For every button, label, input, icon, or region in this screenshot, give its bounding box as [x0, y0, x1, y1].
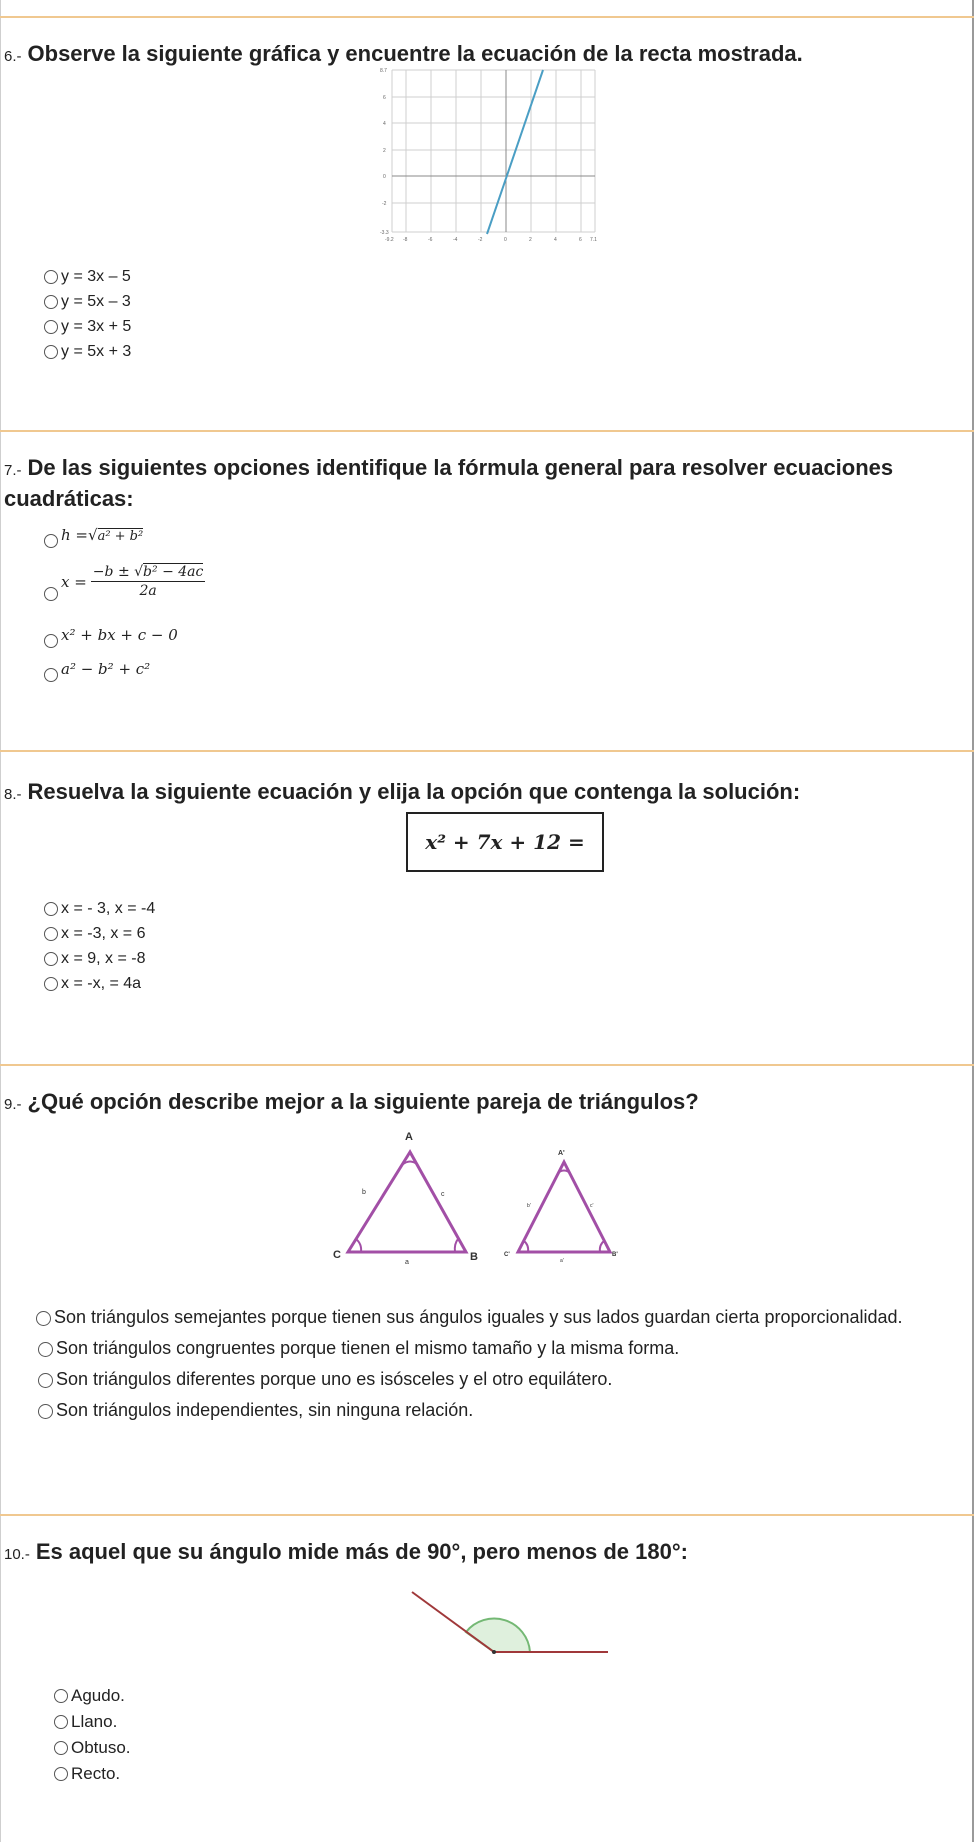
option-label: x = 9, x = -8 [61, 950, 146, 967]
radio-button[interactable] [36, 1311, 51, 1326]
y-tick: 6 [383, 95, 386, 101]
option-9b[interactable] [38, 1333, 958, 1364]
y-tick: -3.3 [380, 230, 389, 236]
question-6-text: Observe la siguiente gráfica y encuentre la ecuación de la recta mostrada. [27, 41, 803, 66]
fraction-numerator [91, 564, 206, 582]
option-6b[interactable] [44, 289, 131, 314]
x-tick: 6 [579, 237, 582, 243]
question-9-text: ¿Qué opción describe mejor a la siguiente pareja de triángulos? [27, 1089, 699, 1114]
x-tick: -4 [453, 237, 458, 243]
radio-button[interactable] [44, 902, 58, 916]
question-9-number: 9.- [4, 1096, 22, 1113]
vertex-label: A' [558, 1150, 565, 1157]
question-10-text: Es aquel que su ángulo mide más de 90°, pero menos de 180°: [35, 1539, 688, 1564]
option-7a[interactable] [44, 526, 144, 548]
obtuse-angle-figure [400, 1586, 620, 1666]
option-6d[interactable] [44, 339, 131, 364]
question-7-number: 7.- [4, 462, 22, 479]
option-9d[interactable] [38, 1395, 958, 1426]
question-8-title [4, 778, 800, 809]
question-6-options [44, 264, 131, 364]
option-10c[interactable] [54, 1735, 131, 1761]
triangle-2 [518, 1162, 610, 1252]
x-tick: 4 [554, 237, 557, 243]
option-label: y = 5x – 3 [61, 293, 131, 310]
radio-button[interactable] [44, 295, 58, 309]
radio-button[interactable] [38, 1373, 53, 1388]
angle-marker [558, 1171, 570, 1174]
x-tick: -9.2 [385, 237, 394, 243]
option-label: y = 3x + 5 [61, 318, 132, 335]
question-10-title [4, 1538, 688, 1569]
vertex-label: C' [504, 1252, 510, 1258]
option-7c[interactable] [44, 626, 178, 644]
option-label: Son triángulos diferentes porque uno es isósceles y el otro equilátero. [56, 1369, 613, 1389]
question-6-number: 6.- [4, 48, 22, 65]
option-8b[interactable] [44, 921, 155, 946]
radio-button[interactable] [44, 952, 58, 966]
quadratic-fraction [91, 564, 206, 599]
option-9c[interactable] [38, 1364, 958, 1395]
radio-button[interactable] [44, 668, 58, 682]
fraction-denominator: 2a [139, 583, 157, 599]
radio-button[interactable] [54, 1741, 68, 1755]
option-6c[interactable] [44, 314, 131, 339]
radio-button[interactable] [54, 1715, 68, 1729]
option-label: y = 5x + 3 [61, 343, 132, 360]
y-tick: 0 [383, 174, 386, 180]
question-10-number: 10.- [4, 1546, 30, 1563]
side-label: b [362, 1189, 366, 1196]
side-label: c [441, 1191, 445, 1198]
divider-q8 [0, 750, 974, 752]
x-tick: 2 [529, 237, 532, 243]
radio-button[interactable] [44, 534, 58, 548]
y-tick: -2 [382, 201, 387, 207]
side-label: a' [560, 1258, 564, 1264]
graph-grid [392, 70, 595, 232]
numerator-prefix: −b ± [92, 564, 135, 580]
angle-marker [356, 1239, 361, 1252]
side-label: b' [527, 1203, 531, 1209]
radio-button[interactable] [38, 1342, 53, 1357]
x-tick: 7.1 [590, 237, 597, 243]
option-8c[interactable] [44, 946, 155, 971]
option-8d[interactable] [44, 971, 155, 996]
option-label: Son triángulos congruentes porque tienen el mismo tamaño y la misma forma. [56, 1338, 680, 1358]
radio-button[interactable] [38, 1404, 53, 1419]
angle-vertex [492, 1650, 496, 1654]
option-10b[interactable] [54, 1709, 131, 1735]
angle-arc [466, 1619, 530, 1652]
option-label: x² + bx + c − 0 [61, 626, 178, 644]
option-label: h = [61, 526, 88, 544]
sqrt-icon: √ [88, 526, 98, 544]
radio-button[interactable] [44, 320, 58, 334]
y-tick: 8.7 [380, 68, 387, 74]
option-10a[interactable] [54, 1683, 131, 1709]
x-tick: 0 [504, 237, 507, 243]
x-tick: -2 [478, 237, 483, 243]
option-9a[interactable] [36, 1302, 958, 1333]
option-label: Son triángulos semejantes porque tienen sus ángulos iguales y sus lados guardan cierta proporcionalidad. [54, 1307, 903, 1327]
divider-q10 [0, 1514, 974, 1516]
question-8-number: 8.- [4, 786, 22, 803]
radio-button[interactable] [54, 1689, 68, 1703]
option-7d[interactable] [44, 660, 150, 678]
option-label: x = -3, x = 6 [61, 925, 146, 942]
triangle-1 [348, 1152, 466, 1252]
option-label: Agudo. [71, 1686, 125, 1705]
equation-box [406, 812, 604, 872]
option-label: x = [61, 573, 87, 591]
vertex-label: A [405, 1131, 413, 1143]
side-label: a [405, 1259, 409, 1266]
divider-top [0, 16, 974, 18]
question-8-text: Resuelva la siguiente ecuación y elija la opción que contenga la solución: [27, 779, 801, 804]
option-label: Llano. [71, 1712, 118, 1731]
option-label: Son triángulos independientes, sin ninguna relación. [56, 1400, 474, 1420]
question-9-title [4, 1088, 699, 1119]
divider-q9 [0, 1064, 974, 1066]
radio-button[interactable] [54, 1767, 68, 1781]
radio-button[interactable] [44, 977, 58, 991]
y-tick: 2 [383, 148, 386, 154]
numerator-radicand: b² − 4ac [143, 564, 204, 580]
option-10d[interactable] [54, 1761, 131, 1787]
vertex-label: B [470, 1251, 478, 1263]
radio-button[interactable] [44, 345, 58, 359]
angle-marker [455, 1239, 458, 1252]
question-10-options [54, 1683, 131, 1787]
y-tick: 4 [383, 121, 386, 127]
angle-marker [524, 1241, 528, 1252]
option-label: Recto. [71, 1764, 121, 1783]
x-tick: -8 [403, 237, 408, 243]
sqrt-icon: √ [134, 564, 144, 580]
question-7-title [4, 454, 904, 513]
triangles-figure [328, 1122, 638, 1282]
line-graph [380, 62, 620, 252]
angle-marker [600, 1241, 604, 1252]
x-tick: -6 [428, 237, 433, 243]
vertex-label: C [333, 1249, 341, 1261]
radio-button[interactable] [44, 270, 58, 284]
side-label: c' [590, 1203, 594, 1209]
option-7b[interactable] [44, 566, 205, 601]
radio-button[interactable] [44, 587, 58, 601]
question-9-options [38, 1302, 958, 1426]
radio-button[interactable] [44, 634, 58, 648]
option-6a[interactable] [44, 264, 131, 289]
radio-button[interactable] [44, 927, 58, 941]
equation-text: x² + 7x + 12 = [425, 830, 585, 854]
plotted-line [487, 70, 543, 234]
option-8a[interactable] [44, 896, 155, 921]
option-label: x = - 3, x = -4 [61, 900, 156, 917]
option-label: x = -x, = 4a [61, 975, 142, 992]
option-label: y = 3x – 5 [61, 268, 131, 285]
vertex-label: B' [612, 1252, 618, 1258]
question-7-text: De las siguientes opciones identifique la fórmula general para resolver ecuaciones cuadráticas: [4, 455, 894, 511]
option-label: a² − b² + c² [61, 660, 151, 678]
option-radicand: a² + b² [97, 529, 144, 544]
divider-q7 [0, 430, 974, 432]
option-label: Obtuso. [71, 1738, 131, 1757]
question-8-options [44, 896, 155, 996]
